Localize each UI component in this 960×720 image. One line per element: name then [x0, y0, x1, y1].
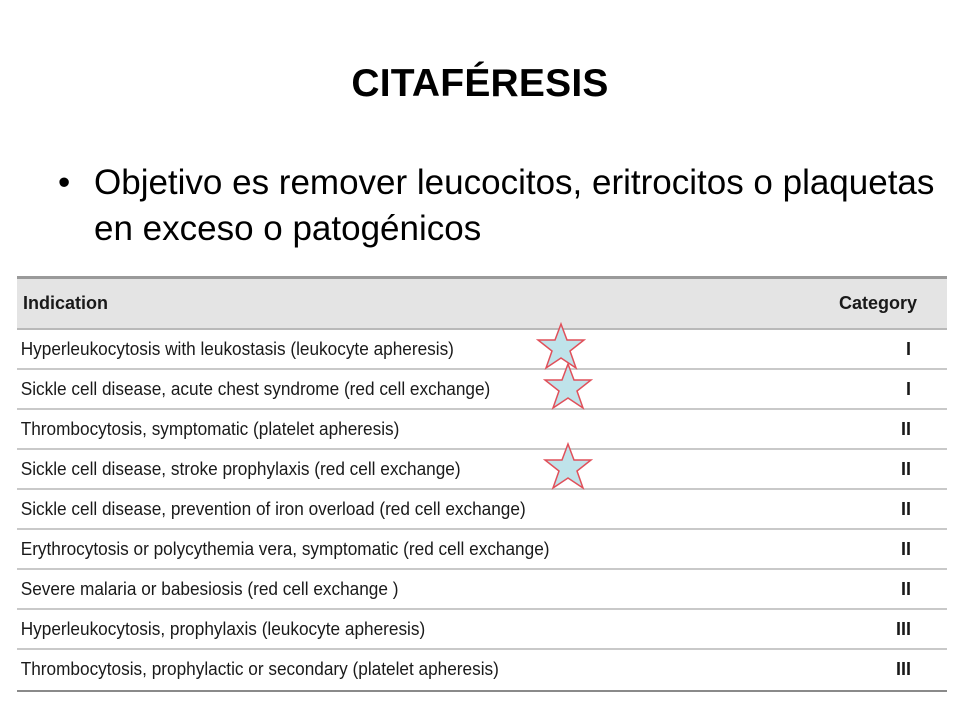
row-indication: Sickle cell disease, acute chest syndrome (red cell exchange)	[20, 378, 491, 399]
row-indication: Hyperleukocytosis, prophylaxis (leukocyte apheresis)	[20, 618, 426, 639]
table-row	[17, 410, 947, 450]
row-indication: Thrombocytosis, prophylactic or secondary (platelet apheresis)	[20, 658, 499, 679]
table-row	[17, 650, 947, 688]
star-icon	[543, 442, 593, 492]
row-indication: Sickle cell disease, prevention of iron overload (red cell exchange)	[20, 498, 526, 519]
row-category: II	[900, 578, 911, 599]
table-row	[17, 330, 947, 370]
row-category: II	[900, 418, 911, 439]
row-category: I	[905, 378, 911, 399]
row-indication: Hyperleukocytosis with leukostasis (leukocyte apheresis)	[20, 338, 454, 359]
bullet-text: Objetivo es remover leucocitos, eritrocitos o plaquetas en exceso o patogénicos	[94, 163, 935, 248]
table-row	[17, 530, 947, 570]
table-row	[17, 490, 947, 530]
row-category: II	[900, 538, 911, 559]
bullet-point	[58, 160, 938, 252]
row-category: II	[900, 498, 911, 519]
table-header	[17, 279, 947, 330]
table-row	[17, 570, 947, 610]
table-row	[17, 610, 947, 650]
row-category: I	[905, 338, 911, 359]
row-category: II	[900, 458, 911, 479]
header-indication: Indication	[23, 293, 108, 313]
slide-title: CITAFÉRESIS	[351, 62, 609, 105]
table-row	[17, 450, 947, 490]
bullet-mark: •	[58, 163, 71, 202]
star-icon	[543, 362, 593, 412]
row-indication: Thrombocytosis, symptomatic (platelet apheresis)	[20, 418, 400, 439]
row-category: III	[895, 658, 911, 679]
header-category: Category	[838, 293, 917, 313]
row-indication: Sickle cell disease, stroke prophylaxis (red cell exchange)	[20, 458, 461, 479]
row-indication: Severe malaria or babesiosis (red cell exchange )	[20, 578, 399, 599]
table-row	[17, 370, 947, 410]
row-indication: Erythrocytosis or polycythemia vera, symptomatic (red cell exchange)	[20, 538, 550, 559]
indications-table	[17, 276, 947, 692]
row-category: III	[895, 618, 911, 639]
